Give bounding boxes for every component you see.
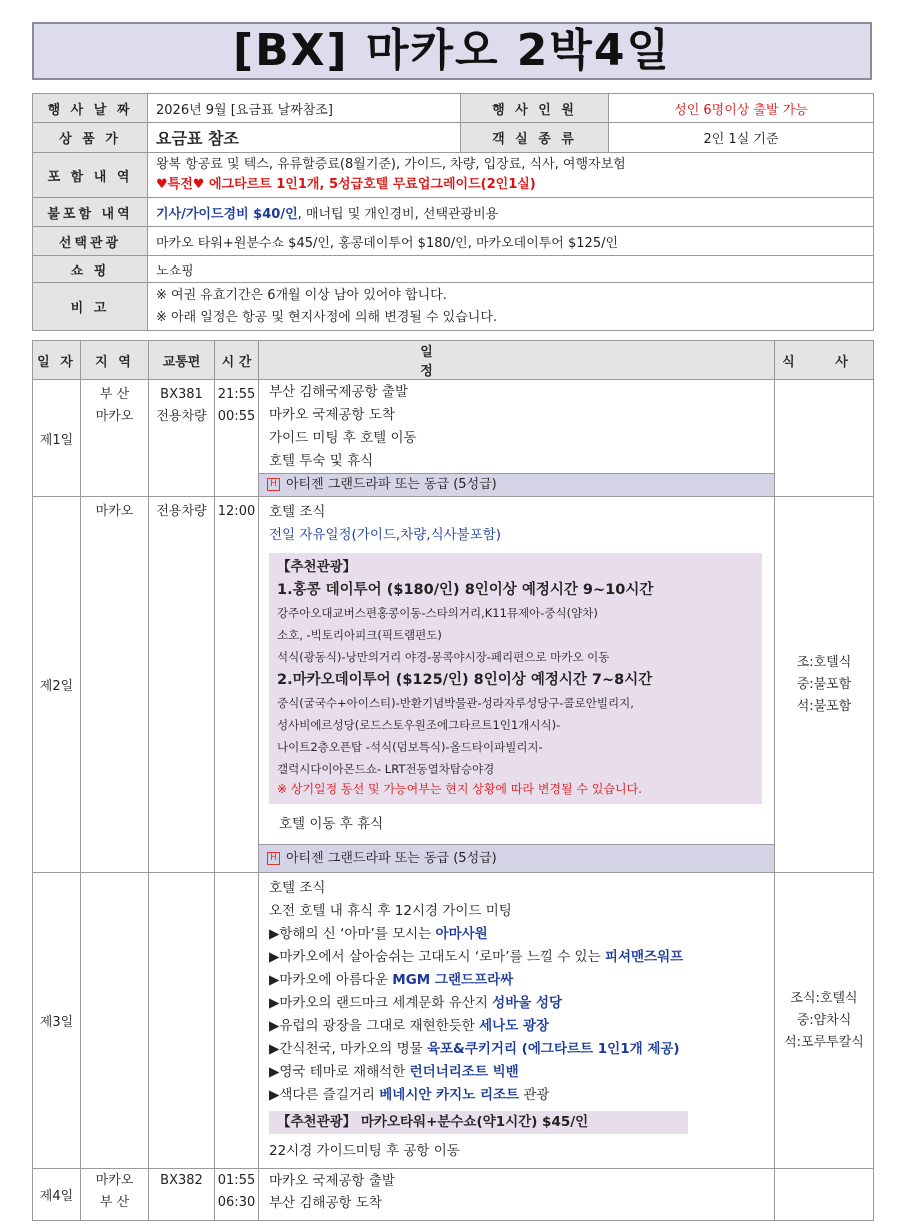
day1-line-1: 부산 김해국제공항 출발 <box>269 384 408 400</box>
day3-time <box>215 873 259 1169</box>
shopping-label: 쇼 핑 <box>33 256 148 283</box>
day3-bullet-7: ▶영국 테마로 재해석한 <box>269 1064 410 1080</box>
day3-highlight-6: 육포&쿠키거리 (에그타르트 1인1개 제공) <box>426 1041 680 1057</box>
day3-bullet-5: ▶유럽의 광장을 그대로 재현한듯한 <box>269 1018 480 1034</box>
hotel-icon: H <box>267 852 280 865</box>
day2-recommend-box <box>269 553 762 804</box>
day1-place-1: 부 산 <box>99 387 130 402</box>
day2-change-note: ※ 상기일정 동선 및 가능여부는 현지 상황에 따라 변경될 수 있습니다. <box>277 782 642 796</box>
included-line-1: 왕복 항공료 및 텍스, 유류할증료(8월기준), 가이드, 차량, 입장료, 식사, 여행자보험 <box>156 157 626 172</box>
day3-last-line: 22시경 가이드미팅 후 공항 이동 <box>269 1143 460 1159</box>
day3-bullet-8-suffix: 관광 <box>519 1087 550 1103</box>
page-title: [BX] 마카오 2박4일 <box>232 25 672 76</box>
day2-lunch: 중:불포함 <box>796 676 852 692</box>
header-place: 지 역 <box>81 341 149 380</box>
day3-bullet-6: ▶간식천국, 마카오의 명물 <box>269 1041 427 1057</box>
day3-highlight-8: 베네시안 카지노 리조트 <box>379 1087 520 1103</box>
included-special: ♥특전♥ 에그타르트 1인1개, 5성급호텔 무료업그레이드(2인1실) <box>156 177 536 192</box>
day3-bullet-2: ▶마카오에서 살아숨쉬는 고대도시 ‘로마’를 느낄 수 있는 <box>269 949 605 965</box>
people-label: 행 사 인 원 <box>461 94 609 123</box>
day4-line-1: 마카오 국제공항 출발 <box>269 1173 395 1189</box>
macau-tour-title: 2.마카오데이투어 ($125/인) 8인이상 예정시간 7~8시간 <box>277 672 653 688</box>
macau-tour-line-2: 성사비에르성당(로드스토우원조에그타르트1인1개시식)- <box>277 718 561 732</box>
day2-line-1: 호텔 조식 <box>269 504 326 520</box>
day4-time-1: 01:55 <box>217 1173 256 1188</box>
day3-row <box>33 873 874 1169</box>
day1-line-3: 가이드 미팅 후 호텔 이동 <box>269 430 417 446</box>
day3-line-2: 오전 호텔 내 휴식 후 12시경 가이드 미팅 <box>269 903 512 919</box>
day4-meal <box>775 1169 874 1221</box>
included-label: 포 함 내 역 <box>33 153 148 198</box>
macau-tour-line-3: 나이트2층오픈탑 -석식(덤보특식)-올드타이파빌리지- <box>277 740 543 754</box>
day2-after: 호텔 이동 후 휴식 <box>279 816 384 832</box>
shopping-value: 노쇼핑 <box>148 256 874 283</box>
day3-highlight-5: 세나도 광장 <box>479 1018 550 1034</box>
title-box <box>32 22 872 80</box>
day3-highlight-7: 런더너리조트 빅밴 <box>409 1064 519 1080</box>
remark-schedule: ※ 아래 일정은 항공 및 현지사정에 의해 변경될 수 있습니다. <box>156 309 498 325</box>
day3-bullet-4: ▶마카오의 랜드마크 세계문화 유산지 <box>269 995 493 1011</box>
day1-flight: BX381 <box>160 387 203 402</box>
macau-tour-line-4: 갤럭시다이아몬드쇼- LRT전동열차탑승야경 <box>277 762 495 776</box>
day1-time-1: 21:55 <box>217 387 256 402</box>
day4-label: 제4일 <box>33 1169 81 1221</box>
day4-place-1: 마카오 <box>95 1173 134 1188</box>
day3-highlight-3: MGM 그랜드프라싸 <box>392 972 514 988</box>
day2-hotel: 아티젠 그랜드라파 또는 동급 (5성급) <box>286 851 497 866</box>
day3-recommend: 【추천관광】 마카오타워+분수쇼(약1시간) $45/인 <box>269 1111 688 1134</box>
price-value: 요금표 참조 <box>148 123 461 153</box>
header-transport: 교통편 <box>149 341 215 380</box>
day2-line-2: 전일 자유일정(가이드,차량,식사불포함) <box>269 527 502 543</box>
day1-line-2: 마카오 국제공항 도착 <box>269 407 395 423</box>
day3-breakfast: 조식:호텔식 <box>790 990 858 1006</box>
remark-passport: ※ 여권 유효기간은 6개월 이상 남아 있어야 합니다. <box>156 287 447 303</box>
day4-time-2: 06:30 <box>217 1195 256 1210</box>
day1-hotel: 아티젠 그랜드라파 또는 동급 (5성급) <box>286 477 497 492</box>
day3-highlight-4: 성바울 성당 <box>492 995 563 1011</box>
hk-tour-title: 1.홍콩 데이투어 ($180/인) 8인이상 예정시간 9~10시간 <box>277 582 654 598</box>
day1-row <box>33 380 874 497</box>
day1-vehicle: 전용차량 <box>156 409 207 424</box>
day2-hotel-bar <box>259 844 774 872</box>
excluded-rest: , 매너팁 및 개인경비, 선택관광비용 <box>297 206 499 222</box>
price-label: 상 품 가 <box>33 123 148 153</box>
date-label: 행 사 날 짜 <box>33 94 148 123</box>
day1-label: 제1일 <box>33 380 81 497</box>
day4-line-2: 부산 김해공항 도착 <box>269 1195 382 1211</box>
hotel-icon: H <box>267 478 280 491</box>
hk-tour-line-3: 석식(광동식)-낭만의거리 야경-몽콕야시장-페리편으로 마카오 이동 <box>277 650 610 664</box>
day3-bullet-3: ▶마카오에 아름다운 <box>269 972 393 988</box>
day3-bullet-1: ▶항해의 신 ‘아마’를 모시는 <box>269 926 436 942</box>
day1-line-4: 호텔 투숙 및 휴식 <box>269 453 374 469</box>
room-value: 2인 1실 기준 <box>609 123 874 153</box>
day2-vehicle: 전용차량 <box>149 497 215 873</box>
header-meal: 식 사 <box>775 341 874 380</box>
day1-place-2: 마카오 <box>95 409 134 424</box>
info-table <box>32 93 874 331</box>
day3-bullet-8: ▶색다른 즐길거리 <box>269 1087 380 1103</box>
day2-time: 12:00 <box>215 497 259 873</box>
day3-lunch: 중:얌차식 <box>796 1012 852 1028</box>
day3-place <box>81 873 149 1169</box>
day3-label: 제3일 <box>33 873 81 1169</box>
day2-label: 제2일 <box>33 497 81 873</box>
optional-tour-label: 선택관광 <box>33 227 148 256</box>
day3-transport <box>149 873 215 1169</box>
day2-recommend-title: 【추천관광】 <box>277 559 357 575</box>
day2-place: 마카오 <box>81 497 149 873</box>
day4-flight: BX382 <box>149 1169 215 1221</box>
room-label: 객 실 종 류 <box>461 123 609 153</box>
day2-dinner: 석:불포함 <box>796 698 852 714</box>
header-time: 시 간 <box>215 341 259 380</box>
day2-row <box>33 497 874 873</box>
day4-place-2: 부 산 <box>99 1195 130 1210</box>
guide-fee: 기사/가이드경비 $40/인 <box>156 206 298 222</box>
optional-tour-value: 마카오 타워+원분수쇼 $45/인, 홍콩데이투어 $180/인, 마카오데이투어 $125/인 <box>148 227 874 256</box>
schedule-table <box>32 340 874 1221</box>
day3-line-1: 호텔 조식 <box>269 880 326 896</box>
hk-tour-line-2: 소호, -빅토리아피크(픽트램편도) <box>277 628 442 642</box>
day3-highlight-1: 아마사원 <box>435 926 488 942</box>
excluded-label: 불포함 내역 <box>33 198 148 227</box>
header-itinerary: 일 정 <box>259 341 775 380</box>
day3-highlight-2: 피셔맨즈워프 <box>604 949 684 965</box>
macau-tour-line-1: 중식(굴국수+아이스티)-반환기념박물관-성라자루성당구-콜로안빌리지, <box>277 696 634 710</box>
day4-row <box>33 1169 874 1221</box>
people-value: 성인 6명이상 출발 가능 <box>609 94 874 123</box>
day1-hotel-bar <box>259 473 774 496</box>
date-value: 2026년 9월 [요금표 날짜참조] <box>148 94 461 123</box>
day1-meal <box>775 380 874 497</box>
day1-time-2: 00:55 <box>217 409 256 424</box>
day3-dinner: 석:포루투칼식 <box>784 1034 864 1050</box>
hk-tour-line-1: 강주아오대교버스편홍콩이동-스타의거리,K11뮤제아-중식(얌차) <box>277 606 598 620</box>
day2-breakfast: 조:호텔식 <box>796 654 852 670</box>
remarks-label: 비 고 <box>33 283 148 331</box>
header-day: 일 자 <box>33 341 81 380</box>
